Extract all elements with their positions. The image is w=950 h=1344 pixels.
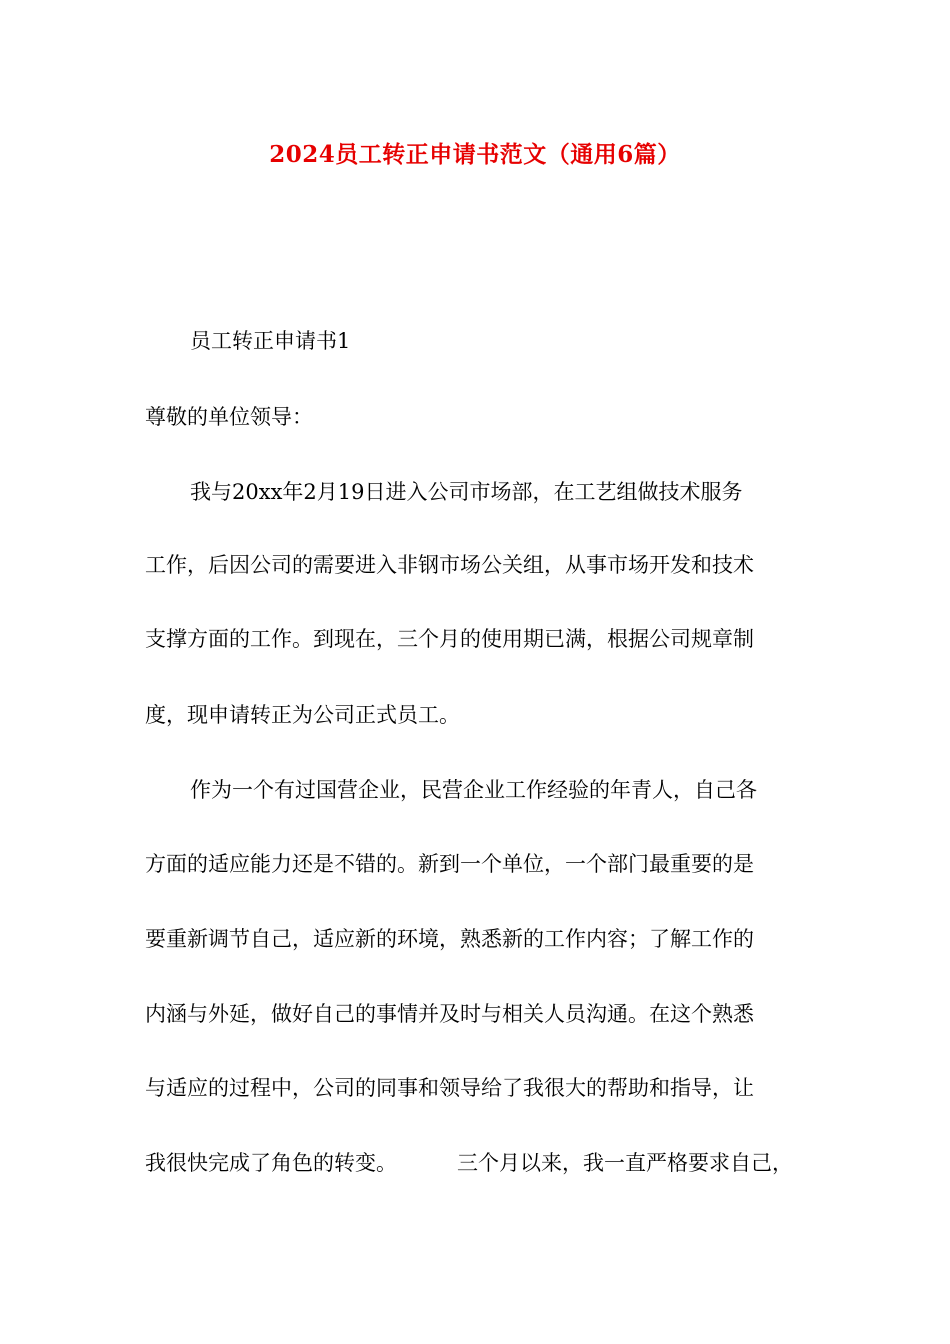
paragraph-text-right: 三个月以来，我一直严格要求自己， <box>457 1151 793 1175</box>
paragraph-line: 方面的适应能力还是不错的。新到一个单位，一个部门最重要的是 <box>145 852 754 876</box>
paragraph-line: 作为一个有过国营企业，民营企业工作经验的年青人，自己各 <box>190 778 757 802</box>
paragraph-line: 我与20xx年2月19日进入公司市场部，在工艺组做技术服务 <box>190 480 743 504</box>
paragraph-line: 度，现申请转正为公司正式员工。 <box>145 703 460 727</box>
paragraph-line: 支撑方面的工作。到现在，三个月的使用期已满，根据公司规章制 <box>145 627 754 651</box>
paragraph-line: 与适应的过程中，公司的同事和领导给了我很大的帮助和指导，让 <box>145 1076 754 1100</box>
salutation: 尊敬的单位领导： <box>145 405 313 429</box>
paragraph-text-left: 我很快完成了角色的转变。 <box>145 1151 397 1175</box>
document-title: 2024员工转正申请书范文（通用6篇） <box>269 141 681 168</box>
paragraph-line-last <box>145 1148 815 1178</box>
paragraph-line: 内涵与外延，做好自己的事情并及时与相关人员沟通。在这个熟悉 <box>145 1002 754 1026</box>
section-heading: 员工转正申请书1 <box>190 329 351 353</box>
paragraph-line: 工作，后因公司的需要进入非钢市场公关组，从事市场开发和技术 <box>145 553 754 577</box>
paragraph-line: 要重新调节自己，适应新的环境，熟悉新的工作内容；了解工作的 <box>145 927 754 951</box>
